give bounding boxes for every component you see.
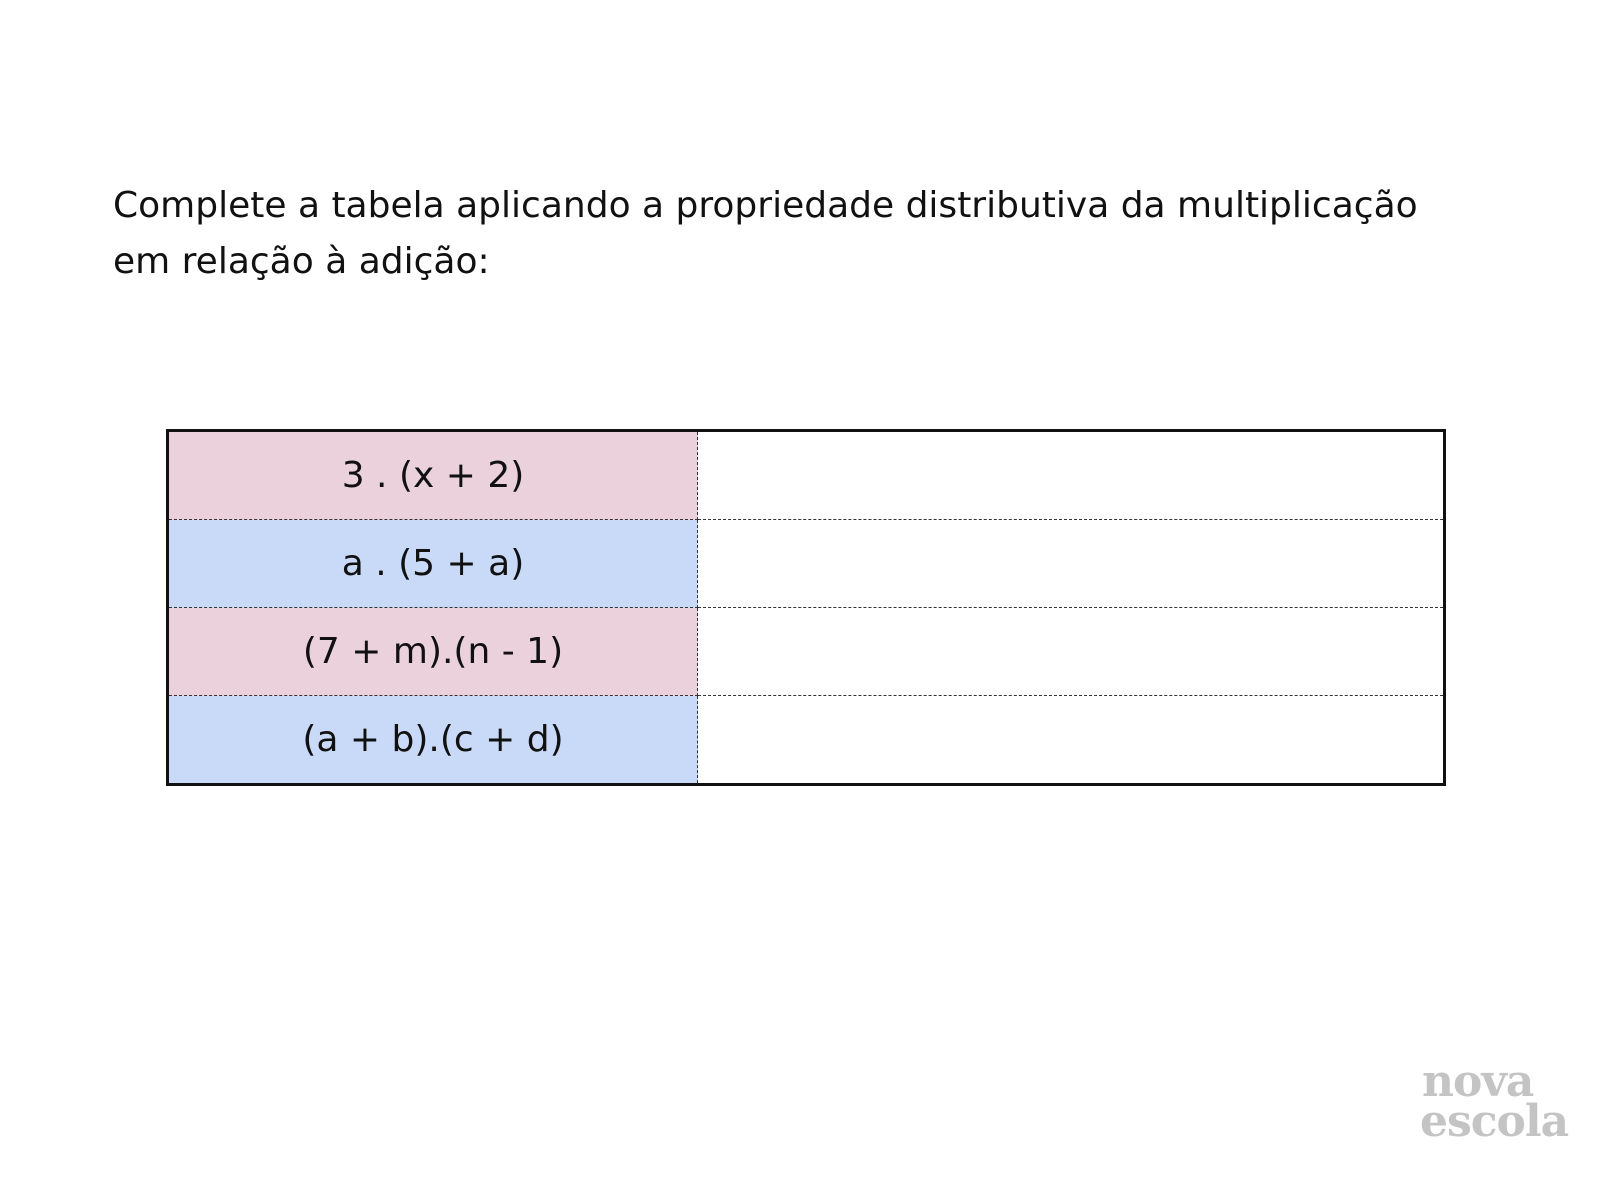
prompt-line-2: em relação à adição: <box>113 241 490 282</box>
expression-cell: (a + b).(c + d) <box>168 696 698 785</box>
answer-cell[interactable] <box>698 520 1445 608</box>
exercise-prompt <box>113 178 1533 290</box>
distributive-property-table <box>166 429 1446 786</box>
expression-cell: a . (5 + a) <box>168 520 698 608</box>
answer-cell[interactable] <box>698 696 1445 785</box>
answer-cell[interactable] <box>698 431 1445 520</box>
table-row <box>168 608 1445 696</box>
answer-cell[interactable] <box>698 608 1445 696</box>
table-row <box>168 520 1445 608</box>
logo-line-2: escola <box>1420 1096 1569 1147</box>
expression-cell: (7 + m).(n - 1) <box>168 608 698 696</box>
table-row <box>168 696 1445 785</box>
logo-line-1: nova <box>1422 1056 1534 1107</box>
table-row <box>168 431 1445 520</box>
prompt-line-1: Complete a tabela aplicando a propriedade distributiva da multiplicação <box>113 185 1418 226</box>
nova-escola-logo <box>1420 1056 1580 1147</box>
expression-cell: 3 . (x + 2) <box>168 431 698 520</box>
